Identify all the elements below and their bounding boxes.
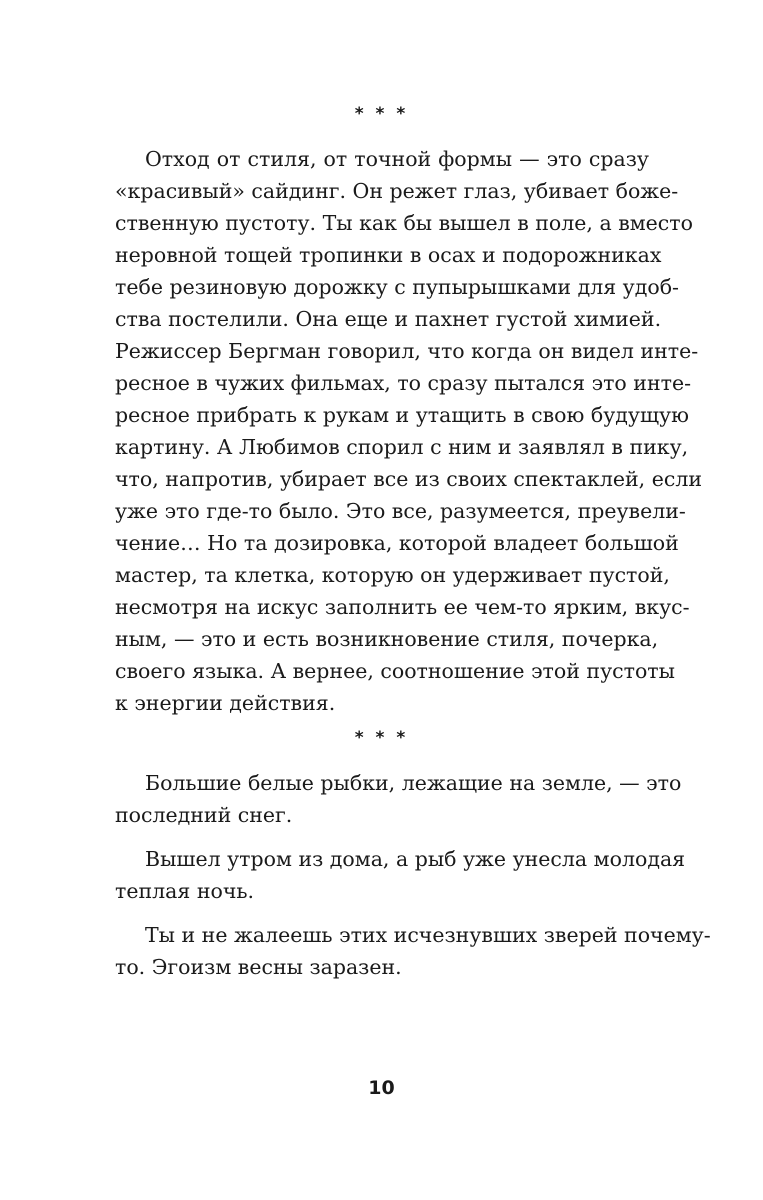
text-line: Большие белые рыбки, лежащие на земле, — это bbox=[145, 771, 682, 795]
text-line: картину. А Любимов спорил с ним и заявлял в пику, bbox=[115, 435, 689, 459]
text-line: ственную пустоту. Ты как бы вышел в поле, а вместо bbox=[115, 211, 693, 235]
text-line: к энергии действия. bbox=[115, 691, 336, 715]
text-line: Вышел утром из дома, а рыб уже унесла молодая bbox=[145, 847, 686, 871]
text-line: ресное в чужих фильмах, то сразу пытался это инте- bbox=[115, 371, 692, 395]
paragraph bbox=[115, 843, 686, 907]
section-separator-2: * * * bbox=[354, 728, 409, 748]
text-line: ства постелили. Она еще и пахнет густой химией. bbox=[115, 307, 662, 331]
section-separator-1: * * * bbox=[354, 104, 409, 124]
text-line: Режиссер Бергман говорил, что когда он видел инте- bbox=[115, 339, 699, 363]
page-number: 10 bbox=[368, 1077, 395, 1099]
text-line: ресное прибрать к рукам и утащить в свою будущую bbox=[115, 403, 689, 427]
text-line: теплая ночь. bbox=[115, 879, 255, 903]
text-line: тебе резиновую дорожку с пупырышками для удоб- bbox=[115, 275, 679, 299]
text-line: ным, — это и есть возникновение стиля, почерка, bbox=[115, 627, 659, 651]
text-line: что, напротив, убирает все из своих спектаклей, если bbox=[115, 467, 703, 491]
paragraph bbox=[115, 767, 682, 831]
section-1-text bbox=[115, 143, 703, 719]
text-line: своего языка. А вернее, соотношение этой пустоты bbox=[115, 659, 675, 683]
text-line: последний снег. bbox=[115, 803, 293, 827]
paragraph bbox=[115, 919, 711, 983]
text-line: уже это где-то было. Это все, разумеется, преувели- bbox=[115, 499, 686, 523]
text-line: чение… Но та дозировка, которой владеет большой bbox=[115, 531, 679, 555]
text-line: то. Эгоизм весны заразен. bbox=[115, 955, 402, 979]
text-line: Отход от стиля, от точной формы — это сразу bbox=[145, 147, 649, 171]
text-line: неровной тощей тропинки в осах и подорожниках bbox=[115, 243, 662, 267]
text-line: «красивый» сайдинг. Он режет глаз, убивает боже- bbox=[115, 179, 679, 203]
text-line: несмотря на искус заполнить ее чем-то ярким, вкус- bbox=[115, 595, 690, 619]
text-line: Ты и не жалеешь этих исчезнувших зверей почему- bbox=[145, 923, 711, 947]
section-2-text bbox=[115, 767, 711, 983]
text-line: мастер, та клетка, которую он удерживает пустой, bbox=[115, 563, 670, 587]
